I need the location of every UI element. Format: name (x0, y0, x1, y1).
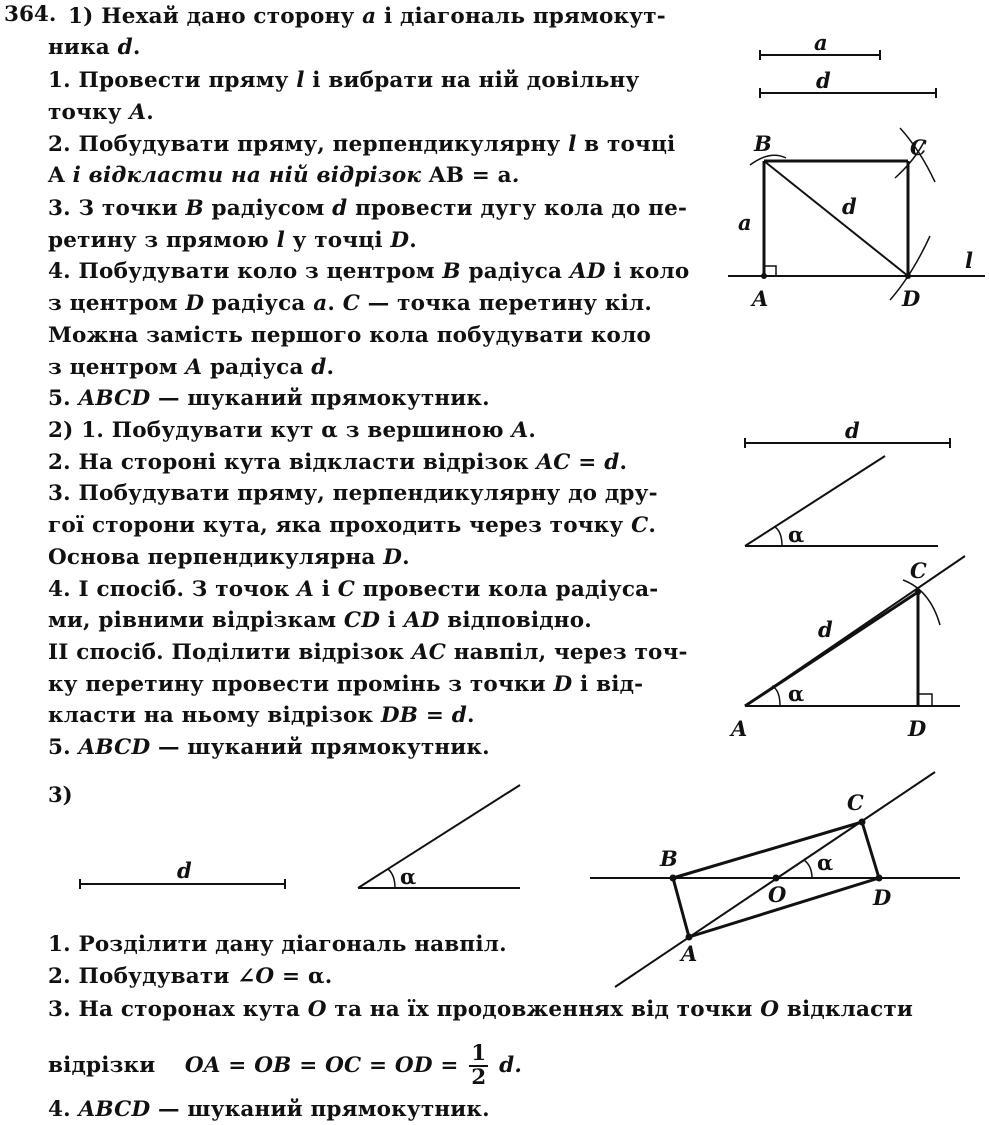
label-fig2-C: C (910, 558, 927, 583)
label-fig3-B: B (660, 846, 678, 871)
text-segment: з центром (48, 291, 186, 316)
text-segment: 4. І спосіб. З точок (48, 577, 298, 602)
text-segment: . (402, 545, 410, 570)
label-a: a (738, 210, 752, 235)
text-segment: точку (48, 100, 130, 125)
text-segment: . (327, 291, 343, 316)
text-segment: радіусом (203, 196, 333, 221)
label-fig3-alpha: α (400, 864, 417, 889)
text-segment: . (409, 228, 417, 253)
text-segment: радіуса (202, 355, 312, 380)
text-segment: . (132, 35, 141, 60)
eq-main: OA = OB = OC = OD = (184, 1053, 459, 1078)
text-segment: 2) 1. Побудувати кут α з вершиною (48, 418, 512, 443)
side-CD3 (862, 822, 879, 878)
text-segment: ІІ спосіб. Поділити відрізок (48, 640, 412, 665)
text-segment: AB = a (428, 163, 512, 188)
text-segment: відкласти (779, 997, 914, 1022)
text-segment: 1. Розділити дану діагональ навпіл. (48, 932, 507, 957)
text-segment: CD (343, 608, 381, 633)
text-segment: AD (403, 608, 440, 633)
text-segment: O (760, 997, 780, 1022)
text-segment: гої сторони кута, яка проходить через точку (48, 513, 632, 538)
fig1-segments (760, 50, 936, 98)
text-segment: 4. (48, 1097, 79, 1122)
text-segment: D (185, 291, 205, 316)
text-segment: — точка перетину кіл. (360, 291, 653, 316)
text-segment: 4. Побудувати коло з центром (48, 259, 443, 284)
label-part3: 3) (48, 782, 73, 807)
label-seg-a: a (814, 30, 828, 55)
text-segment: D (390, 228, 410, 253)
text-segment: ABCD (78, 735, 151, 760)
text-segment: ку перетину провести промінь з точки (48, 672, 554, 697)
text-segment: C (631, 513, 649, 538)
label-d: d (842, 194, 857, 219)
text-segment: . (146, 100, 154, 125)
text-segment: 2. На стороні кута відкласти відрізок (48, 450, 537, 475)
eq-prefix: відрізки (48, 1053, 156, 1078)
label-D: D (902, 286, 921, 311)
label-C: C (910, 135, 927, 160)
text-segment: 3. На сторонах кута (48, 997, 308, 1022)
text-segment: класти на ньому відрізок (48, 703, 381, 728)
fig3-left (80, 785, 520, 889)
text-segment: d (117, 35, 133, 60)
angle3-side-2 (358, 785, 520, 888)
text-segment: і коло (605, 259, 690, 284)
label-fig3-A: A (681, 941, 698, 966)
text-segment: 2. Побудувати пряму, перпендикулярну (48, 132, 569, 157)
label-fig2-alpha: α (788, 522, 805, 547)
text-segment: ретину з прямою (48, 228, 277, 253)
label-fig2-alpha2: α (788, 681, 805, 706)
eq-tail: d. (499, 1053, 523, 1078)
text-segment: і вибрати на ній довільну (304, 68, 640, 93)
text-segment: ABCD (78, 386, 151, 411)
text-segment: . (619, 450, 628, 475)
text-segment: O (255, 964, 275, 989)
label-A: A (752, 286, 769, 311)
text-segment: і від- (572, 672, 644, 697)
diagonal-BD (764, 161, 908, 276)
text-segment: 1) Нехай дано сторону (68, 4, 363, 29)
text-segment: ABCD (78, 1097, 151, 1122)
text-segment: 2. Побудувати ∠ (48, 964, 256, 989)
text-segment: l (276, 228, 285, 253)
text-segment: 1. Провести пряму (48, 68, 297, 93)
text-segment: A (129, 100, 147, 125)
label-fig2-d: d (845, 418, 860, 443)
text-segment: провести дугу кола до пе- (347, 196, 688, 221)
text-segment: . (511, 163, 520, 188)
text-segment: C (337, 577, 356, 602)
label-l: l (965, 248, 973, 273)
text-segment: . (648, 513, 657, 538)
text-segment: l (568, 132, 577, 157)
text-segment: = α. (274, 964, 333, 989)
problem-number: 364. (4, 2, 57, 27)
text-segment: . (528, 418, 537, 443)
fig2-top (745, 438, 950, 546)
label-seg-d: d (816, 68, 831, 93)
text-segment: радіуса (460, 259, 570, 284)
text-segment: з центром (48, 355, 186, 380)
text-segment: радіуса (204, 291, 314, 316)
text-segment: і (314, 577, 338, 602)
text-segment: . (466, 703, 475, 728)
text-segment: A (185, 355, 203, 380)
text-segment: AD (569, 259, 606, 284)
frac-num: 1 (471, 1041, 487, 1066)
text-segment: DB = d (380, 703, 467, 728)
text-segment: C (342, 291, 361, 316)
text-segment: в точці (576, 132, 676, 157)
side-BC3 (673, 822, 862, 878)
text-segment: і (380, 608, 404, 633)
text-segment: A (511, 418, 529, 443)
side-AB3 (673, 878, 689, 937)
text-segment: 3. Побудувати пряму, перпендикулярну до дру- (48, 481, 658, 506)
text-segment: 5. (48, 386, 79, 411)
fig2-triangle (745, 556, 965, 706)
text-segment: Можна замість першого кола побудувати коло (48, 323, 651, 348)
text-segment: 5. (48, 735, 79, 760)
text-segment: d (332, 196, 348, 221)
label-fig2-A: A (731, 716, 748, 741)
text-segment: D (553, 672, 573, 697)
label-fig3-O: O (768, 882, 787, 907)
text-segment: ника (48, 35, 118, 60)
label-fig3-D: D (873, 885, 892, 910)
text-segment: навпіл, через точ- (446, 640, 688, 665)
angle-side-2 (745, 456, 885, 546)
text-segment: відповідно. (439, 608, 592, 633)
frac-den: 2 (471, 1065, 487, 1090)
label-fig3-alpha2: α (817, 850, 834, 875)
text-segment: у точці (284, 228, 391, 253)
text-segment: — шуканий прямокутник. (150, 386, 490, 411)
text-segment: a (313, 291, 328, 316)
text-segment: . (326, 355, 335, 380)
text-segment: AC (411, 640, 447, 665)
text-segment: A (297, 577, 315, 602)
text-segment: d (311, 355, 327, 380)
text-segment: — шуканий прямокутник. (150, 735, 490, 760)
label-fig2-D: D (908, 716, 927, 741)
text-segment: D (383, 545, 403, 570)
label-fig3-C: C (847, 790, 864, 815)
text-segment: — шуканий прямокутник. (150, 1097, 490, 1122)
text-segment: l (296, 68, 305, 93)
text-segment: провести кола радіуса- (355, 577, 659, 602)
text-segment: Основа перпендикулярна (48, 545, 384, 570)
text-segment: 3. З точки (48, 196, 186, 221)
label-fig2-d2: d (818, 617, 833, 642)
text-segment: і діагональ прямокут- (376, 4, 666, 29)
label-B: B (754, 131, 772, 156)
text-segment: AC = d (536, 450, 620, 475)
text-segment: A (48, 163, 65, 188)
label-fig3-d: d (177, 858, 192, 883)
text-segment: B (442, 259, 461, 284)
text-segment: ми, рівними відрізкам (48, 608, 344, 633)
text-segment: B (185, 196, 204, 221)
segment-AC (745, 592, 918, 706)
text-segment: і відкласти на ній відрізок (64, 163, 429, 188)
text-segment: та на їх продовженнях від точки (326, 997, 761, 1022)
text-segment: O (307, 997, 327, 1022)
text-segment: a (362, 4, 377, 29)
